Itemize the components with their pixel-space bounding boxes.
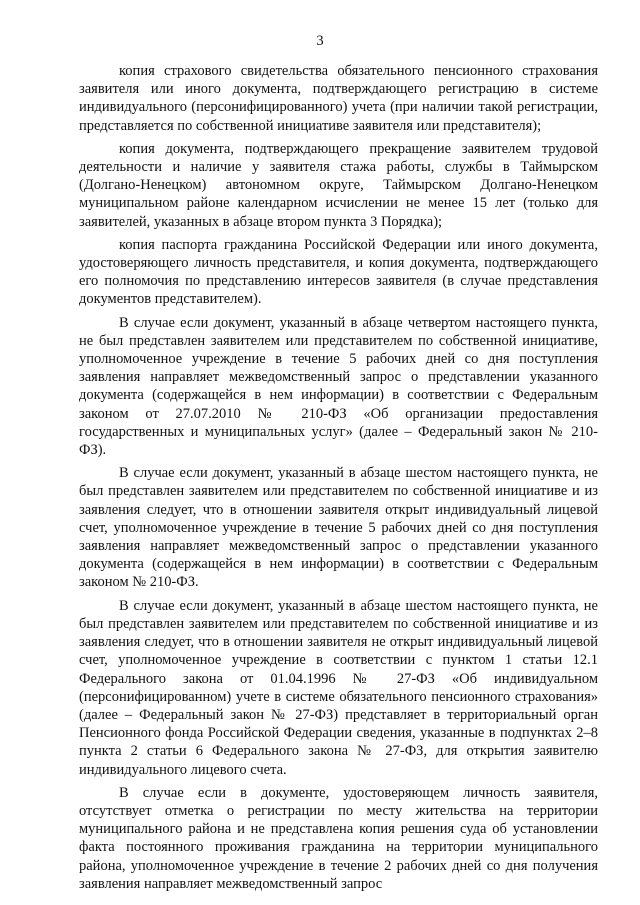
paragraph-pension-certificate-copy: копия страхового свидетельства обязательного пенсионного страхования заявителя или иного документа, подтверждающего регистрацию в системе индивидуального (персонифицированного) учета (при наличии такой регистрации, представляется по собственной инициативе заявителя или представителя); xyxy=(79,63,598,134)
paragraph-residence-registration: В случае если в документе, удостоверяющем личность заявителя, отсутствует отметка о регистрации по месту жительства на территории муниципального района и не представлена копия решения суда об установлении факта постоянного проживания гражданина на территории муниципального района, уполномоченное учреждение в течение 2 рабочих дней со дня получения заявления направляет межведомственный запрос xyxy=(79,784,598,892)
document-body xyxy=(79,62,598,898)
paragraph-labor-termination-copy: копия документа, подтверждающего прекращение заявителем трудовой деятельности и наличие у заявителя стажа работы, службы в Таймырском (Долгано-Ненецком) автономном округе, Таймырском Долгано-Ненецком муниципальном районе календарном исчислении не менее 15 лет (только для заявителей, указанных в абзаце втором пункта 3 Порядка); xyxy=(79,140,598,230)
paragraph-passport-copy: копия паспорта гражданина Российской Федерации или иного документа, удостоверяющего личность представителя, и копия документа, подтверждающего его полномочия по представлению интересов заявителя (в случае представления документов представителем). xyxy=(79,236,598,308)
paragraph-account-opened: В случае если документ, указанный в абзаце шестом настоящего пункта, не был представлен заявителем или представителем по собственной инициативе и из заявления следует, что в отношении заявителя открыт индивидуальный лицевой счет, уполномоченное учреждение в течение 5 рабочих дней со дня поступления заявления направляет межведомственный запрос о представлении указанного документа (содержащейся в нем информации) в соответствии с Федеральным законом № 210-ФЗ. xyxy=(79,465,598,591)
paragraph-interagency-request-210fz: В случае если документ, указанный в абзаце четвертом настоящего пункта, не был представлен заявителем или представителем по собственной инициативе, уполномоченное учреждение в течение 5 рабочих дней со дня поступления заявления направляет межведомственный запрос о представлении указанного документа (содержащейся в нем информации) в соответствии с Федеральным законом от 27.07.2010 № 210-ФЗ «Об организации предоставления государственных и муниципальных услуг» (далее – Федеральный закон № 210-ФЗ). xyxy=(79,314,598,459)
paragraph-account-not-opened: В случае если документ, указанный в абзаце шестом настоящего пункта, не был представлен заявителем или представителем по собственной инициативе и из заявления следует, что в отношении заявителя не открыт индивидуальный лицевой счет, уполномоченное учреждение в соответствии с пунктом 1 статьи 12.1 Федерального закона от 01.04.1996 № 27-ФЗ «Об индивидуальном (персонифицированном) учете в системе обязательного пенсионного страхования» (далее – Федеральный закон № 27-ФЗ) представляет в территориальный орган Пенсионного фонда Российской Федерации сведения, указанные в подпунктах 2–8 пункта 2 статьи 6 Федерального закона № 27-ФЗ, для открытия заявителю индивидуального лицевого счета. xyxy=(79,597,598,778)
page-number: 3 xyxy=(316,33,324,49)
